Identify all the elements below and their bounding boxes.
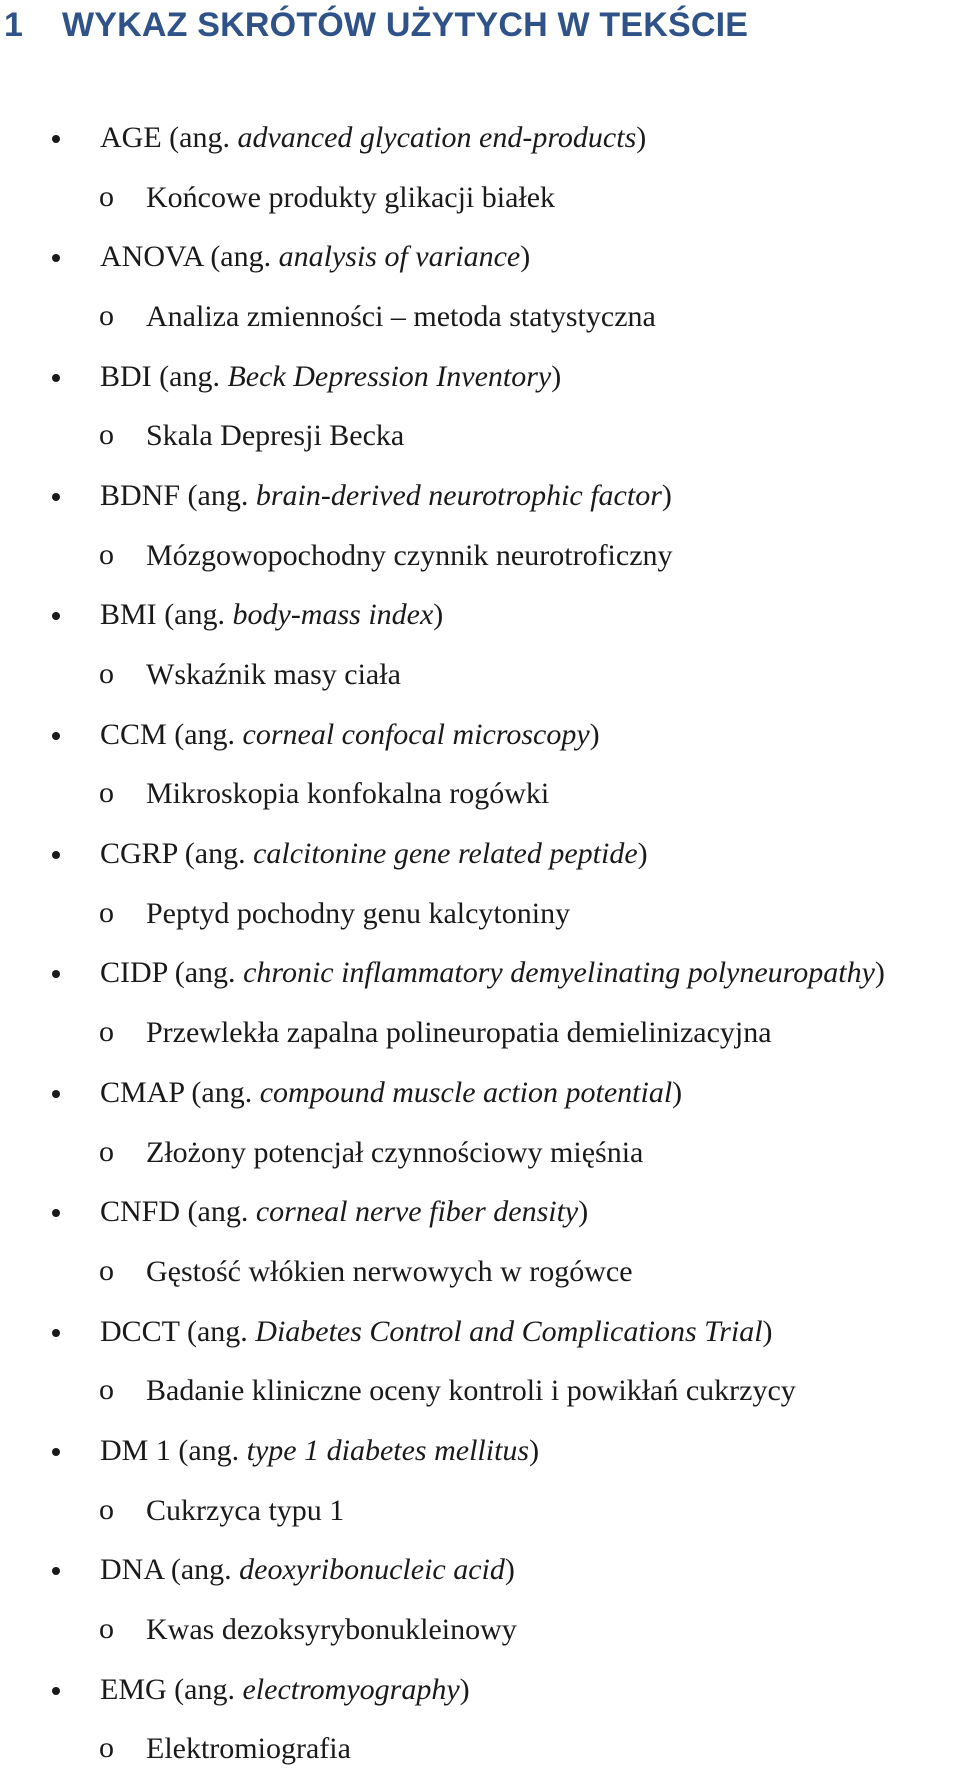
bullet-icon bbox=[52, 612, 60, 620]
english-prefix: (ang. bbox=[180, 478, 256, 512]
circle-bullet-icon: o bbox=[99, 895, 114, 929]
abbreviation-term bbox=[100, 718, 600, 752]
english-prefix: (ang. bbox=[183, 1075, 260, 1109]
definition-item bbox=[0, 765, 960, 825]
abbreviation: CCM bbox=[100, 717, 167, 751]
bullet-icon bbox=[52, 1687, 60, 1695]
abbreviation: DM 1 bbox=[100, 1433, 171, 1467]
abbreviation-term bbox=[100, 360, 561, 394]
abbreviation: CGRP bbox=[100, 837, 178, 871]
english-expansion: chronic inflammatory demyelinating polyneuropathy bbox=[243, 956, 875, 990]
abbreviation-list bbox=[0, 108, 960, 1779]
english-prefix: (ang. bbox=[179, 1314, 256, 1348]
english-prefix: (ang. bbox=[167, 956, 244, 990]
abbreviation-item bbox=[0, 466, 960, 526]
abbreviation-term bbox=[100, 1076, 682, 1110]
english-suffix: ) bbox=[636, 120, 647, 154]
english-suffix: ) bbox=[504, 1553, 515, 1587]
english-prefix: (ang. bbox=[161, 120, 238, 154]
polish-definition: Cukrzyca typu 1 bbox=[146, 1493, 345, 1527]
abbreviation: CIDP bbox=[100, 956, 168, 990]
definition-item bbox=[0, 645, 960, 705]
polish-definition: Końcowe produkty glikacji białek bbox=[146, 180, 556, 214]
abbreviation-term bbox=[100, 1195, 588, 1229]
english-suffix: ) bbox=[637, 837, 648, 871]
bullet-icon bbox=[52, 732, 60, 740]
definition-item bbox=[0, 1600, 960, 1660]
polish-definition: Wskaźnik masy ciała bbox=[146, 658, 401, 692]
bullet-icon bbox=[52, 374, 60, 382]
english-expansion: compound muscle action potential bbox=[259, 1075, 673, 1109]
abbreviation-term bbox=[100, 240, 530, 274]
abbreviation-item bbox=[0, 108, 960, 168]
circle-bullet-icon: o bbox=[99, 418, 114, 452]
bullet-icon bbox=[52, 1090, 60, 1098]
english-suffix: ) bbox=[529, 1433, 540, 1467]
english-prefix: (ang. bbox=[156, 598, 233, 632]
definition-item bbox=[0, 1361, 960, 1421]
abbreviation: AGE bbox=[100, 120, 162, 154]
circle-bullet-icon: o bbox=[99, 657, 114, 691]
abbreviation-term bbox=[100, 956, 885, 990]
polish-definition: Elektromiografia bbox=[146, 1732, 351, 1766]
abbreviation: CNFD bbox=[100, 1195, 181, 1229]
bullet-icon bbox=[52, 851, 60, 859]
english-expansion: advanced glycation end-products bbox=[237, 120, 637, 154]
english-prefix: (ang. bbox=[202, 240, 279, 274]
abbreviation-item bbox=[0, 1302, 960, 1362]
english-prefix: (ang. bbox=[151, 359, 228, 393]
abbreviation: BMI bbox=[100, 598, 157, 632]
definition-item bbox=[0, 526, 960, 586]
english-expansion: body-mass index bbox=[232, 598, 434, 632]
abbreviation-item bbox=[0, 1660, 960, 1720]
english-suffix: ) bbox=[578, 1195, 589, 1229]
english-suffix: ) bbox=[589, 717, 600, 751]
circle-bullet-icon: o bbox=[99, 1731, 114, 1765]
definition-item bbox=[0, 287, 960, 347]
polish-definition: Badanie kliniczne oceny kontroli i powikłań cukrzycy bbox=[146, 1374, 796, 1408]
definition-item bbox=[0, 406, 960, 466]
abbreviation: BDI bbox=[100, 359, 152, 393]
definition-item bbox=[0, 1003, 960, 1063]
english-prefix: (ang. bbox=[170, 1433, 247, 1467]
polish-definition: Mikroskopia konfokalna rogówki bbox=[146, 777, 550, 811]
abbreviation-item bbox=[0, 586, 960, 646]
english-expansion: corneal confocal microscopy bbox=[242, 717, 590, 751]
circle-bullet-icon: o bbox=[99, 776, 114, 810]
abbreviation: DCCT bbox=[100, 1314, 180, 1348]
abbreviation: BDNF bbox=[100, 478, 181, 512]
circle-bullet-icon: o bbox=[99, 537, 114, 571]
abbreviation-term bbox=[100, 479, 672, 513]
definition-item bbox=[0, 168, 960, 228]
bullet-icon bbox=[52, 1209, 60, 1217]
abbreviation-item bbox=[0, 347, 960, 407]
english-suffix: ) bbox=[874, 956, 885, 990]
english-prefix: (ang. bbox=[166, 717, 243, 751]
english-suffix: ) bbox=[672, 1075, 683, 1109]
bullet-icon bbox=[52, 970, 60, 978]
circle-bullet-icon: o bbox=[99, 1373, 114, 1407]
bullet-icon bbox=[52, 1329, 60, 1337]
definition-item bbox=[0, 1720, 960, 1780]
abbreviation-item bbox=[0, 1421, 960, 1481]
polish-definition: Gęstość włókien nerwowych w rogówce bbox=[146, 1254, 633, 1288]
abbreviation-term bbox=[100, 598, 443, 632]
polish-definition: Skala Depresji Becka bbox=[146, 419, 405, 453]
english-suffix: ) bbox=[459, 1672, 470, 1706]
circle-bullet-icon: o bbox=[99, 1134, 114, 1168]
english-expansion: brain-derived neurotrophic factor bbox=[255, 478, 662, 512]
english-prefix: (ang. bbox=[177, 837, 254, 871]
english-suffix: ) bbox=[520, 240, 531, 274]
english-expansion: deoxyribonucleic acid bbox=[239, 1553, 505, 1587]
polish-definition: Mózgowopochodny czynnik neurotroficzny bbox=[146, 538, 673, 572]
english-expansion: type 1 diabetes mellitus bbox=[246, 1433, 530, 1467]
abbreviation-item bbox=[0, 1541, 960, 1601]
abbreviation-item bbox=[0, 944, 960, 1004]
abbreviation-item bbox=[0, 1182, 960, 1242]
abbreviation-item bbox=[0, 1063, 960, 1123]
circle-bullet-icon: o bbox=[99, 1253, 114, 1287]
bullet-icon bbox=[52, 1567, 60, 1575]
abbreviation-term bbox=[100, 837, 648, 871]
bullet-icon bbox=[52, 135, 60, 143]
english-suffix: ) bbox=[762, 1314, 773, 1348]
circle-bullet-icon: o bbox=[99, 1612, 114, 1646]
polish-definition: Przewlekła zapalna polineuropatia demielinizacyjna bbox=[146, 1016, 772, 1050]
section-number: 1 bbox=[4, 5, 24, 44]
circle-bullet-icon: o bbox=[99, 1492, 114, 1526]
abbreviation: CMAP bbox=[100, 1075, 184, 1109]
english-expansion: Diabetes Control and Complications Trial bbox=[255, 1314, 763, 1348]
definition-item bbox=[0, 1242, 960, 1302]
abbreviation-term bbox=[100, 1673, 470, 1707]
section-title: WYKAZ SKRÓTÓW UŻYTYCH W TEKŚCIE bbox=[62, 5, 749, 44]
english-suffix: ) bbox=[433, 598, 444, 632]
english-suffix: ) bbox=[551, 359, 562, 393]
circle-bullet-icon: o bbox=[99, 298, 114, 332]
abbreviation-term bbox=[100, 1553, 515, 1587]
abbreviation-term bbox=[100, 1434, 539, 1468]
polish-definition: Złożony potencjał czynnościowy mięśnia bbox=[146, 1135, 644, 1169]
bullet-icon bbox=[52, 493, 60, 501]
english-prefix: (ang. bbox=[163, 1553, 240, 1587]
english-expansion: analysis of variance bbox=[278, 240, 521, 274]
abbreviation: DNA bbox=[100, 1553, 164, 1587]
polish-definition: Kwas dezoksyrybonukleinowy bbox=[146, 1613, 517, 1647]
english-expansion: corneal nerve fiber density bbox=[255, 1195, 579, 1229]
polish-definition: Analiza zmienności – metoda statystyczna bbox=[146, 299, 656, 333]
bullet-icon bbox=[52, 254, 60, 262]
circle-bullet-icon: o bbox=[99, 1015, 114, 1049]
circle-bullet-icon: o bbox=[99, 179, 114, 213]
abbreviation-term bbox=[100, 1315, 773, 1349]
english-prefix: (ang. bbox=[180, 1195, 256, 1229]
english-expansion: electromyography bbox=[242, 1672, 460, 1706]
english-expansion: Beck Depression Inventory bbox=[227, 359, 552, 393]
abbreviation-term bbox=[100, 121, 646, 155]
abbreviation-item bbox=[0, 705, 960, 765]
definition-item bbox=[0, 1123, 960, 1183]
definition-item bbox=[0, 884, 960, 944]
abbreviation-item bbox=[0, 227, 960, 287]
english-expansion: calcitonine gene related peptide bbox=[253, 837, 638, 871]
english-suffix: ) bbox=[661, 478, 672, 512]
polish-definition: Peptyd pochodny genu kalcytoniny bbox=[146, 896, 571, 930]
abbreviation-item bbox=[0, 824, 960, 884]
bullet-icon bbox=[52, 1448, 60, 1456]
definition-item bbox=[0, 1481, 960, 1541]
abbreviation: ANOVA bbox=[100, 240, 203, 274]
english-prefix: (ang. bbox=[166, 1672, 243, 1706]
abbreviation: EMG bbox=[100, 1672, 167, 1706]
section-heading bbox=[4, 2, 748, 48]
